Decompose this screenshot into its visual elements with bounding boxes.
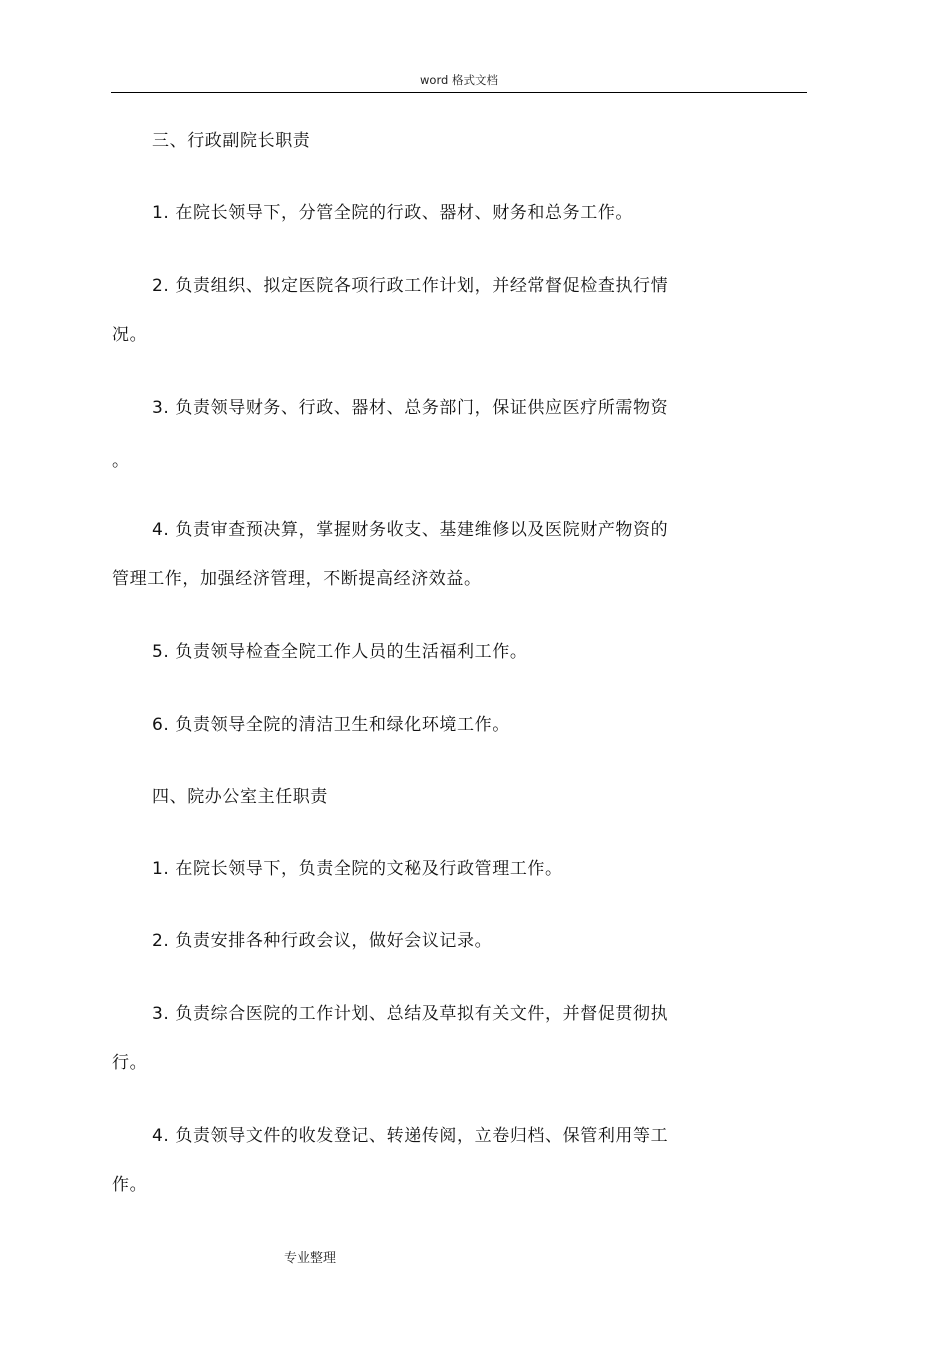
paragraph-line: 2. 负责安排各种行政会议，做好会议记录。	[152, 931, 493, 951]
paragraph-line: 作。	[112, 1175, 148, 1195]
paragraph-line: 2. 负责组织、拟定医院各项行政工作计划，并经常督促检查执行情	[152, 276, 669, 296]
paragraph-line: 4. 负责领导文件的收发登记、转递传阅，立卷归档、保管利用等工	[152, 1126, 669, 1146]
section-heading: 四、院办公室主任职责	[152, 787, 328, 807]
paragraph-line: 行。	[112, 1053, 148, 1073]
paragraph-line: 3. 负责综合医院的工作计划、总结及草拟有关文件，并督促贯彻执	[152, 1004, 669, 1024]
header-text: word 格式文档	[420, 73, 498, 87]
page-footer	[284, 1249, 336, 1269]
paragraph-line: 1. 在院长领导下，分管全院的行政、器材、财务和总务工作。	[152, 203, 634, 223]
section-heading: 三、行政副院长职责	[152, 131, 311, 151]
paragraph-line: 1. 在院长领导下，负责全院的文秘及行政管理工作。	[152, 859, 563, 879]
paragraph-line: 6. 负责领导全院的清洁卫生和绿化环境工作。	[152, 715, 510, 735]
paragraph-line: 4. 负责审查预决算，掌握财务收支、基建维修以及医院财产物资的	[152, 520, 669, 540]
paragraph-line: 管理工作，加强经济管理，不断提高经济效益。	[112, 569, 482, 589]
footer-text: 专业整理	[284, 1251, 337, 1266]
paragraph-line: 。	[112, 451, 130, 471]
paragraph-line: 5. 负责领导检查全院工作人员的生活福利工作。	[152, 642, 528, 662]
paragraph-line: 况。	[112, 325, 148, 345]
paragraph-line: 3. 负责领导财务、行政、器材、总务部门，保证供应医疗所需物资	[152, 398, 669, 418]
